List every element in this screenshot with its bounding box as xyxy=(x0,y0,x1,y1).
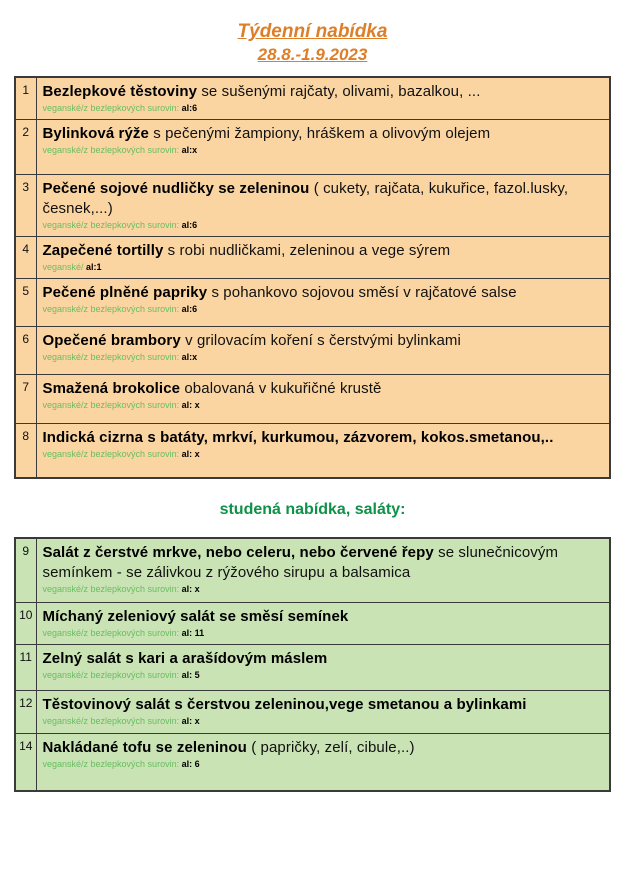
dish-line xyxy=(43,179,606,219)
row-number: 7 xyxy=(15,374,36,423)
row-number: 4 xyxy=(15,236,36,278)
dish-description: se sušenými rajčaty, olivami, bazalkou, ... xyxy=(197,82,481,100)
dish-line xyxy=(43,695,606,715)
row-number: 14 xyxy=(15,733,36,791)
dietary-line xyxy=(43,584,606,595)
dish-name: Indická cizrna s batáty, mrkví, kurkumou, zázvorem, kokos.smetanou,.. xyxy=(42,428,554,446)
allergen-code: al:x xyxy=(181,351,198,362)
row-number: 10 xyxy=(15,602,36,644)
dish-description: v grilovacím koření s čerstvými bylinkami xyxy=(180,331,461,349)
dish-name: Bezlepkové těstoviny xyxy=(42,82,198,100)
dietary-tag: veganské/z bezlepkových surovin: xyxy=(42,627,182,638)
dish-name: Zapečené tortilly xyxy=(42,241,164,259)
dietary-line xyxy=(43,352,606,363)
dietary-line xyxy=(43,716,606,727)
cold-menu-rows xyxy=(15,538,610,791)
dietary-tag: veganské/z bezlepkových surovin: xyxy=(42,102,182,113)
dish-description: se slunečnicovým semínkem - se zálivkou z rýžového sirupu a balsamica xyxy=(42,544,559,582)
menu-row xyxy=(15,278,610,326)
dish-line xyxy=(43,607,606,627)
menu-row xyxy=(15,77,610,120)
row-content xyxy=(36,423,610,478)
allergen-code: al:x xyxy=(181,144,198,155)
dish-line xyxy=(43,331,606,351)
allergen-code: al:1 xyxy=(86,261,102,272)
dish-line xyxy=(43,379,606,399)
dish-line xyxy=(43,82,606,102)
row-number: 6 xyxy=(15,326,36,374)
menu-row xyxy=(15,326,610,374)
dish-name: Opečené brambory xyxy=(42,331,181,349)
dietary-tag: veganské/z bezlepkových surovin: xyxy=(42,758,182,769)
menu-row xyxy=(15,236,610,278)
menu-row xyxy=(15,374,610,423)
dish-line xyxy=(43,428,606,448)
dietary-line xyxy=(43,145,606,156)
cold-section-title: studená nabídka, saláty: xyxy=(219,501,406,519)
dish-description: ( papričky, zelí, cibule,..) xyxy=(246,738,415,756)
dish-description: ( cukety, rajčata, kukuřice, fazol.lusky, česnek,...) xyxy=(42,179,569,217)
allergen-code: al: 5 xyxy=(181,669,200,680)
row-content xyxy=(36,602,610,644)
dish-line xyxy=(43,738,606,758)
dish-line xyxy=(43,543,606,583)
dietary-line xyxy=(43,759,606,770)
dietary-tag: veganské/z bezlepkových surovin: xyxy=(42,219,182,230)
menu-row xyxy=(15,119,610,174)
allergen-code: al: 11 xyxy=(181,627,205,638)
date-range: 28.8.-1.9.2023 xyxy=(257,44,368,64)
dish-name: Těstovinový salát s čerstvou zeleninou,vege smetanou a bylinkami xyxy=(42,695,527,713)
menu-row xyxy=(15,690,610,733)
dish-name: Salát z čerstvé mrkve, nebo celeru, nebo červené řepy xyxy=(42,544,434,562)
dish-description: s pohankovo sojovou směsí v rajčatové salse xyxy=(207,283,517,301)
row-number: 1 xyxy=(15,77,36,120)
row-number: 5 xyxy=(15,278,36,326)
row-content xyxy=(36,236,610,278)
dietary-line xyxy=(43,103,606,114)
menu-row xyxy=(15,423,610,478)
row-content xyxy=(36,326,610,374)
dietary-line xyxy=(43,670,606,681)
dietary-line xyxy=(43,449,606,460)
dietary-tag: veganské/z bezlepkových surovin: xyxy=(42,144,182,155)
dish-name: Nakládané tofu se zeleninou xyxy=(42,738,247,756)
row-content xyxy=(36,538,610,602)
dietary-line xyxy=(43,262,606,273)
cold-menu-table xyxy=(14,537,611,792)
dish-line xyxy=(43,283,606,303)
allergen-code: al: x xyxy=(181,584,200,595)
row-number: 2 xyxy=(15,119,36,174)
allergen-code: al:6 xyxy=(181,303,198,314)
warm-menu-rows xyxy=(15,77,610,479)
document-header xyxy=(0,20,625,66)
dish-description: s pečenými žampiony, hráškem a olivovým olejem xyxy=(148,124,491,142)
dietary-tag: veganské/z bezlepkových surovin: xyxy=(42,303,182,314)
dietary-line xyxy=(43,400,606,411)
dietary-tag: veganské/z bezlepkových surovin: xyxy=(42,448,182,459)
allergen-code: al: x xyxy=(181,399,200,410)
dietary-line xyxy=(43,628,606,639)
dish-line xyxy=(43,241,606,261)
row-content xyxy=(36,690,610,733)
dish-name: Zelný salát s kari a arašídovým máslem xyxy=(42,649,328,667)
row-content xyxy=(36,77,610,120)
dish-name: Míchaný zeleniový salát se směsí semínek xyxy=(42,607,349,625)
dish-description: obalovaná v kukuřičné krustě xyxy=(180,379,382,397)
menu-row xyxy=(15,174,610,236)
row-content xyxy=(36,374,610,423)
dietary-tag: veganské/z bezlepkových surovin: xyxy=(42,399,182,410)
row-number: 3 xyxy=(15,174,36,236)
dietary-line xyxy=(43,220,606,231)
row-number: 12 xyxy=(15,690,36,733)
allergen-code: al:6 xyxy=(181,102,198,113)
dish-name: Bylinková rýže xyxy=(42,124,149,142)
dish-name: Pečené sojové nudličky se zeleninou xyxy=(42,179,310,197)
dietary-line xyxy=(43,304,606,315)
dish-name: Pečené plněné papriky xyxy=(42,283,208,301)
allergen-code: al: x xyxy=(181,715,200,726)
dish-line xyxy=(43,649,606,669)
page-title: Týdenní nabídka xyxy=(237,21,388,42)
row-content xyxy=(36,644,610,690)
dietary-tag: veganské/z bezlepkových surovin: xyxy=(42,351,182,362)
row-content xyxy=(36,174,610,236)
dish-name: Smažená brokolice xyxy=(42,379,181,397)
menu-row xyxy=(15,602,610,644)
dietary-tag: veganské/ xyxy=(42,261,87,272)
allergen-code: al:6 xyxy=(181,219,198,230)
menu-row xyxy=(15,644,610,690)
dish-description: s robi nudličkami, zeleninou a vege sýrem xyxy=(163,241,451,259)
allergen-code: al: 6 xyxy=(181,758,200,769)
row-content xyxy=(36,278,610,326)
warm-menu-table xyxy=(14,76,611,480)
row-number: 11 xyxy=(15,644,36,690)
menu-row xyxy=(15,538,610,602)
row-content xyxy=(36,119,610,174)
dietary-tag: veganské/z bezlepkových surovin: xyxy=(42,584,182,595)
dish-line xyxy=(43,124,606,144)
allergen-code: al: x xyxy=(181,448,200,459)
row-number: 8 xyxy=(15,423,36,478)
dietary-tag: veganské/z bezlepkových surovin: xyxy=(42,669,182,680)
menu-row xyxy=(15,733,610,791)
row-number: 9 xyxy=(15,538,36,602)
row-content xyxy=(36,733,610,791)
dietary-tag: veganské/z bezlepkových surovin: xyxy=(42,715,182,726)
